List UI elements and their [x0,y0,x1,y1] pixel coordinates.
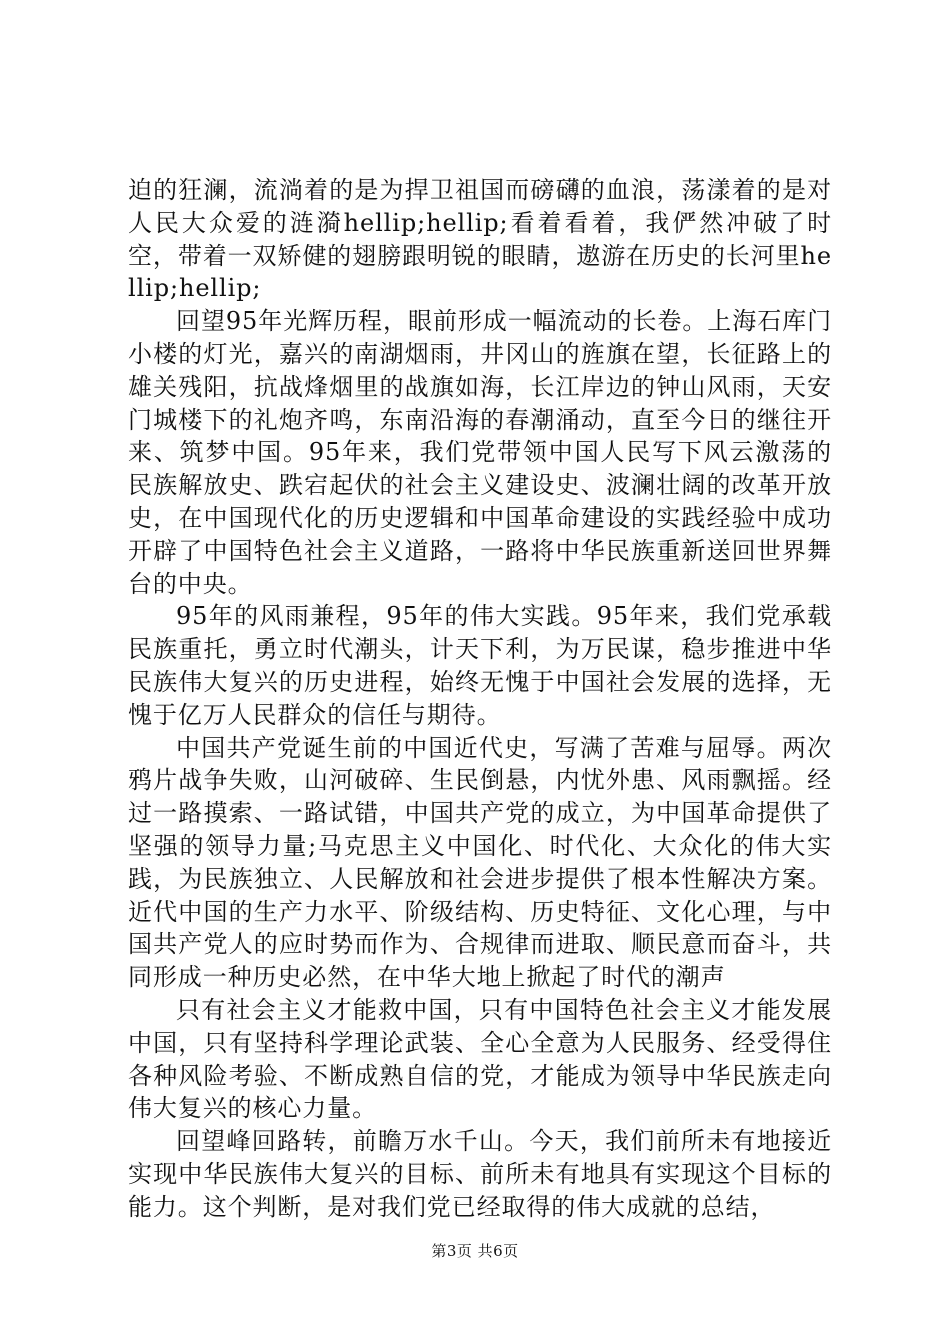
paragraph-1: 迫的狂澜，流淌着的是为捍卫祖国而磅礴的血浪，荡漾着的是对人民大众爱的涟漪hellip;hellip;看着看着，我俨然冲破了时空，带着一双矫健的翅膀跟明锐的眼睛，遨游在历史的长河里hellip;hellip; [128,176,832,303]
paragraph-6: 回望峰回路转，前瞻万水千山。今天，我们前所未有地接近实现中华民族伟大复兴的目标、前所未有地具有实现这个目标的能力。这个判断，是对我们党已经取得的伟大成就的总结， [128,1127,832,1221]
paragraph-2: 回望95年光辉历程，眼前形成一幅流动的长卷。上海石库门小楼的灯光，嘉兴的南湖烟雨，井冈山的旌旗在望，长征路上的雄关残阳，抗战烽烟里的战旗如海，长江岸边的钟山风雨，天安门城楼下的礼炮齐鸣，东南沿海的春潮涌动，直至今日的继往开来、筑梦中国。95年来，我们党带领中国人民写下风云激荡的民族解放史、跌宕起伏的社会主义建设史、波澜壮阔的改革开放史，在中国现代化的历史逻辑和中国革命建设的实践经验中成功开辟了中国特色社会主义道路，一路将中华民族重新送回世界舞台的中央。 [128,307,832,598]
paragraph-3: 95年的风雨兼程，95年的伟大实践。95年来，我们党承载民族重托，勇立时代潮头，计天下利，为万民谋，稳步推进中华民族伟大复兴的历史进程，始终无愧于中国社会发展的选择，无愧于亿万人民群众的信任与期待。 [128,602,832,729]
page-number-footer: 第3页 共6页 [431,1242,519,1260]
document-body [128,174,832,1224]
paragraph-5: 只有社会主义才能救中国，只有中国特色社会主义才能发展中国，只有坚持科学理论武装、全心全意为人民服务、经受得住各种风险考验、不断成熟自信的党，才能成为领导中华民族走向伟大复兴的核心力量。 [128,995,832,1123]
paragraph-4: 中国共产党诞生前的中国近代史，写满了苦难与屈辱。两次鸦片战争失败，山河破碎、生民倒悬，内忧外患、风雨飘摇。经过一路摸索、一路试错，中国共产党的成立，为中国革命提供了坚强的领导力量;马克思主义中国化、时代化、大众化的伟大实践，为民族独立、人民解放和社会进步提供了根本性解决方案。近代中国的生产力水平、阶级结构、历史特征、文化心理，与中国共产党人的应时势而作为、合规律而进取、顺民意而奋斗，共同形成一种历史必然，在中华大地上掀起了时代的潮声 [128,733,832,992]
